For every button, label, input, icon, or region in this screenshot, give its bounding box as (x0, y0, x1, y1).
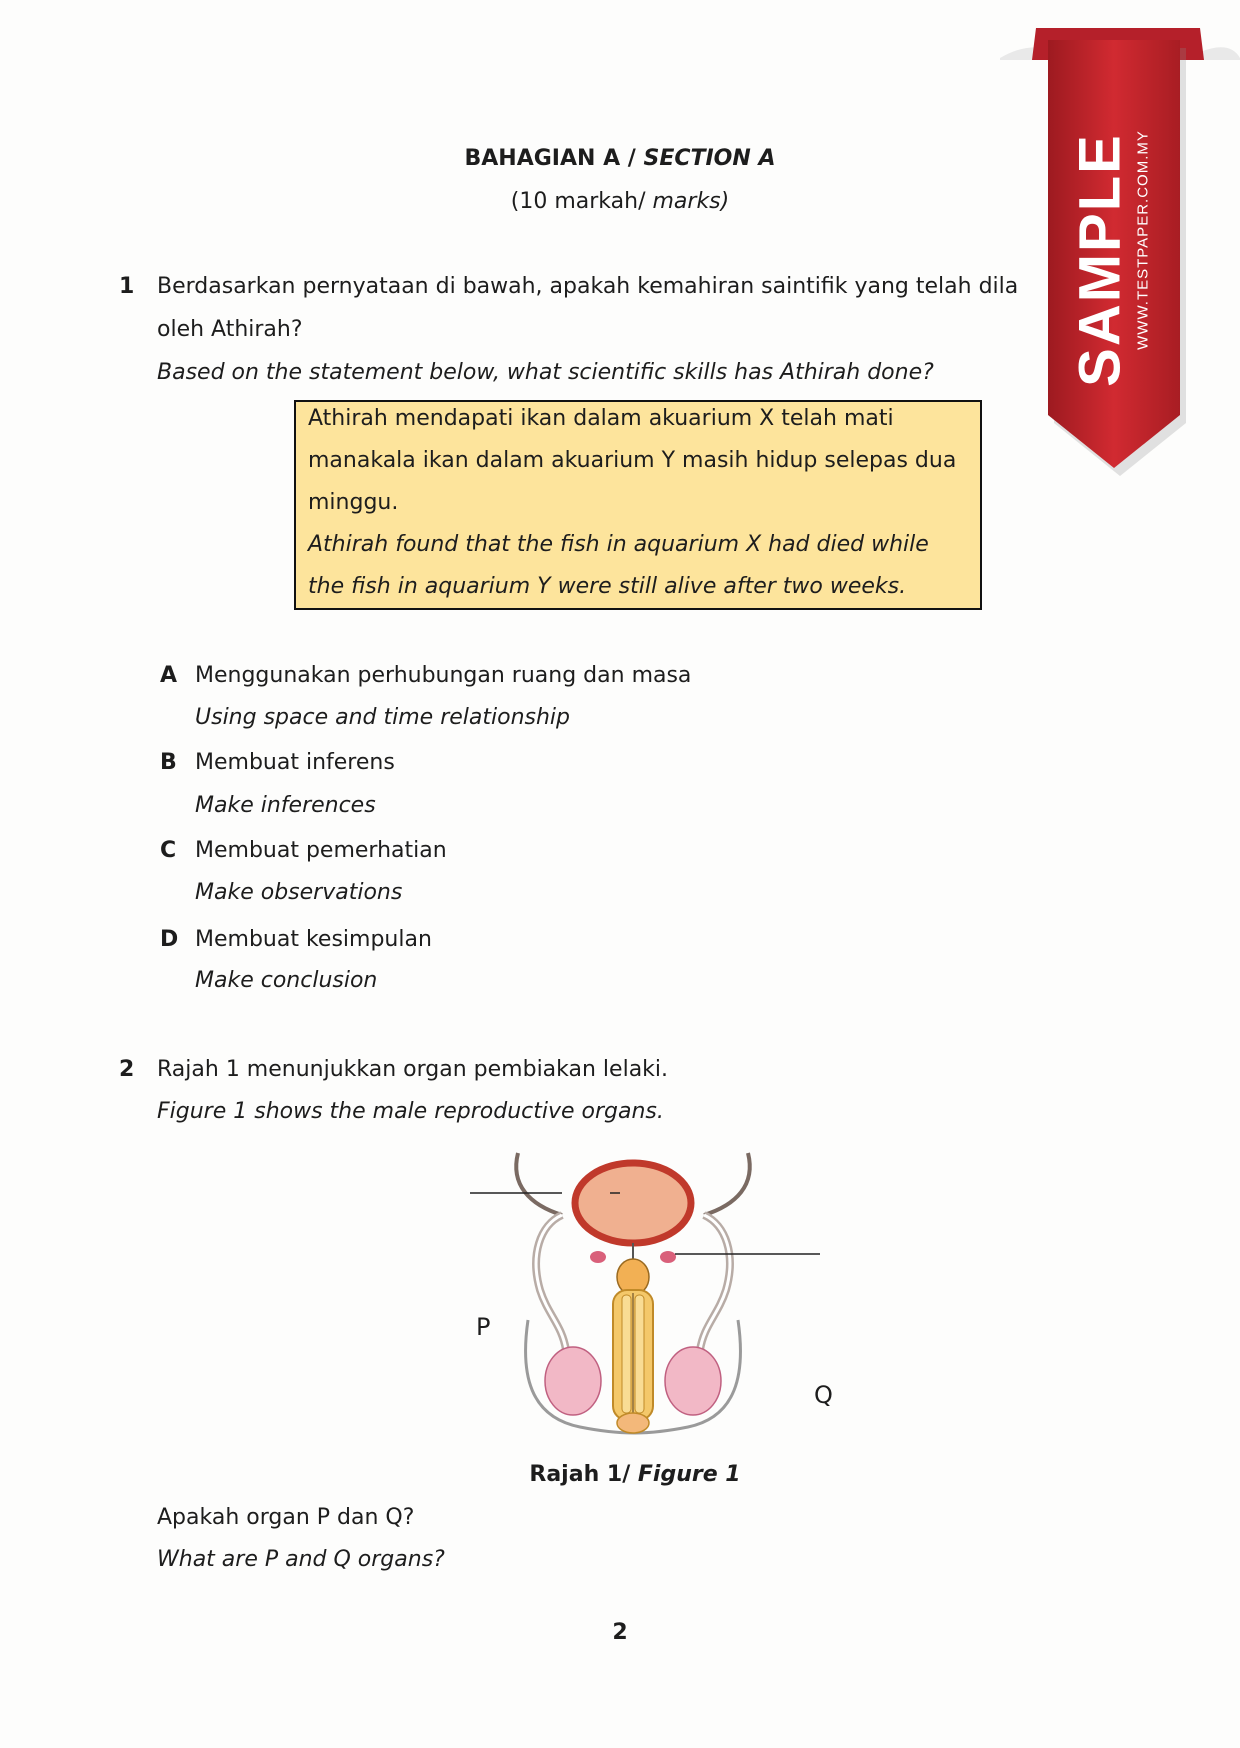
option-b-ms: Membuat inferens (195, 750, 395, 775)
figure-caption (0, 1462, 1240, 1488)
statement-en-line1: Athirah found that the fish in aquarium X had died while (308, 532, 929, 557)
option-c-ms: Membuat pemerhatian (195, 838, 447, 863)
statement-ms-line2: manakala ikan dalam akuarium Y masih hidup selepas dua (308, 448, 957, 473)
statement-ms-line1: Athirah mendapati ikan dalam akuarium X telah mati (308, 406, 894, 431)
male-reproductive-diagram (470, 1145, 850, 1445)
question-2-text-ms: Rajah 1 menunjukkan organ pembiakan lelaki. (157, 1057, 669, 1082)
section-marks (0, 189, 1240, 215)
option-a-letter: A (160, 663, 178, 688)
option-b-letter: B (160, 750, 177, 775)
question-2-number: 2 (119, 1057, 135, 1082)
option-c-letter: C (160, 838, 177, 863)
question-1-text-en: Based on the statement below, what scientific skills has Athirah done? (157, 360, 934, 385)
question-1-number: 1 (119, 274, 135, 299)
figure-label-q: Q (814, 1381, 833, 1409)
option-d-letter: D (160, 927, 179, 952)
question-1-text-ms-line2: oleh Athirah? (157, 317, 303, 342)
option-d-ms: Membuat kesimpulan (195, 927, 432, 952)
option-c-en: Make observations (195, 880, 403, 905)
question-2-ask-en: What are P and Q organs? (157, 1547, 445, 1572)
option-d-en: Make conclusion (195, 968, 378, 993)
statement-ms-line3: minggu. (308, 490, 399, 515)
option-a-en: Using space and time relationship (195, 705, 570, 730)
watermark-url-text: WWW.TESTPAPER.COM.MY (1134, 130, 1152, 350)
figure-caption-ms: Rajah 1/ (529, 1462, 638, 1487)
section-marks-ms: (10 markah/ (510, 189, 653, 214)
section-marks-en: marks) (652, 189, 730, 214)
question-2-text-en: Figure 1 shows the male reproductive organs. (157, 1099, 664, 1124)
figure-caption-en: Figure 1 (637, 1462, 741, 1487)
question-1-text-ms-line1: Berdasarkan pernyataan di bawah, apakah kemahiran saintifik yang telah dila (157, 274, 1019, 299)
option-b-en: Make inferences (195, 793, 376, 818)
watermark-sample-text: SAMPLE (1067, 133, 1133, 387)
section-heading (0, 146, 1240, 172)
question-2-ask-ms: Apakah organ P dan Q? (157, 1505, 415, 1530)
section-heading-en: SECTION A (643, 146, 776, 171)
option-a-ms: Menggunakan perhubungan ruang dan masa (195, 663, 692, 688)
statement-box (294, 400, 982, 610)
section-heading-ms: BAHAGIAN A / (464, 146, 644, 171)
sample-ribbon-watermark (1000, 0, 1240, 520)
page-number: 2 (612, 1620, 628, 1645)
statement-en-line2: the fish in aquarium Y were still alive after two weeks. (308, 574, 907, 599)
figure-label-p: P (476, 1313, 491, 1341)
